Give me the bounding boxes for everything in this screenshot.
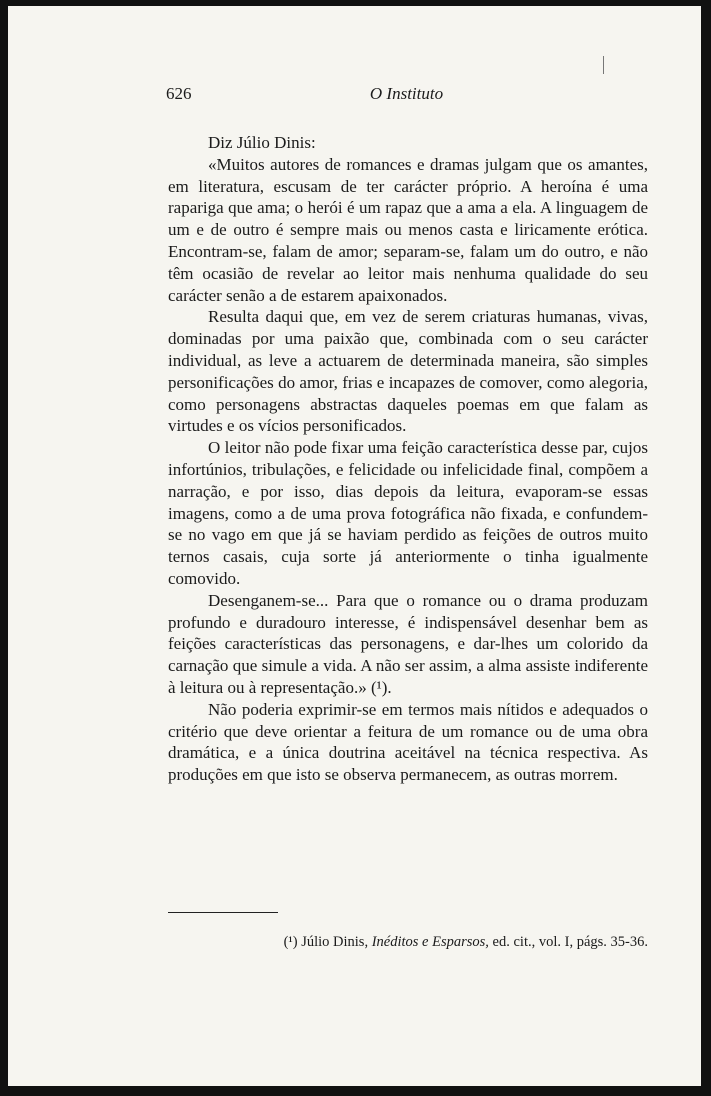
paragraph-closing: Não poderia exprimir-se em termos mais nítidos e adequados o critério que deve orientar a feitura de um romance ou de uma obra dramática, e a única doutrina aceitável na técnica respectiva. As produções em que isto se observa permanecem, as outras morrem. — [168, 699, 648, 785]
scan-mark — [603, 56, 604, 74]
paragraph-intro: Diz Júlio Dinis: — [208, 133, 316, 152]
paragraph-quote-1: «Muitos autores de romances e dramas julgam que os amantes, em literatura, escusam de ter carácter próprio. A heroína é uma rapariga que ama; o herói é um rapaz que a ama a ela. A linguagem de um e de outro é sempre mais ou menos casta e liricamente erótica. Encontram-se, falam de amor; separam-se, falam um do outro, e não têm ocasião de revelar ao leitor mais nenhuma qualidade do seu carácter senão a de estarem apaixonados. — [168, 154, 648, 305]
body-text — [168, 132, 648, 786]
running-title: O Instituto — [369, 84, 444, 103]
paragraph-quote-2: Resulta daqui que, em vez de serem criaturas humanas, vivas, dominadas por uma paixão que, combinada com o seu carácter individual, as leve a actuarem de determinada maneira, são simples personificações do amor, frias e incapazes de comover, como alegoria, como personagens abstractas daqueles poemas em que falam as virtudes e os vícios personificados. — [168, 307, 648, 436]
scanned-page — [8, 6, 701, 1086]
page-header — [166, 84, 647, 108]
footnote-book: Inéditos e Esparsos, — [371, 934, 489, 950]
footnote-author: Júlio Dinis, — [301, 934, 369, 950]
footnote-rule — [168, 912, 278, 913]
footnote-reference: ed. cit., vol. I, págs. 35-36. — [492, 934, 648, 950]
footnote-marker: (¹) — [283, 934, 298, 950]
paragraph-quote-3: O leitor não pode fixar uma feição característica desse par, cujos infortúnios, tribulações, e felicidade ou infelicidade final, compõem a narração, e por isso, dias depois da leitura, evaporam-se essas imagens, como a de uma prova fotográfica não fixada, e confundem-se no vago em que já se haviam perdido as feições de outros muito ternos casais, cuja sorte já anteriormente o tinha igualmente comovido. — [168, 438, 648, 588]
footnote — [168, 934, 648, 951]
page-number: 626 — [166, 84, 192, 103]
paragraph-quote-4: Desenganem-se... Para que o romance ou o drama produzam profundo e duradouro interesse, é indispensável desenhar bem as feições características das personagens, e dar-lhes um colorido da carnação que simule a vida. A não ser assim, a alma assiste indiferente à leitura ou à representação.» (¹). — [168, 590, 648, 697]
